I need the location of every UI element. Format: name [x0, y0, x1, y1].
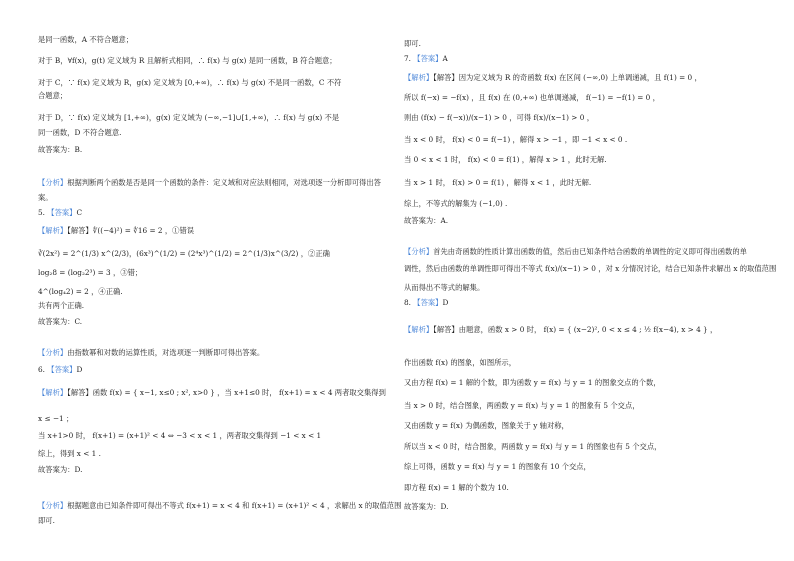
line-text: 合题意； — [38, 91, 68, 100]
line-text: 对于 C，∵ f(x) 定义域为 R，g(x) 定义域为 [0,+∞)，∴ f(x) 与 g(x) 不是同一函数，C 不符 — [38, 78, 342, 87]
line-text: 对于 B，∀f(x)，g(t) 定义域为 R 且解析式相同，∴ f(x) 与 g(x) 是同一函数，B 符合题意； — [38, 56, 337, 65]
line-text: ∛(2x²) = 2^(1/3) x^(2/3)，(6x³)^(1/2) = (2⁴x³)^(1/2) = 2^(1/3)x^(3/2) ，②正确 — [38, 249, 330, 258]
left-text-line — [38, 516, 55, 525]
right-text-line — [404, 39, 421, 48]
right-text-line — [404, 298, 448, 307]
section-tag: 【答案】 — [413, 54, 443, 63]
left-text-line — [38, 145, 82, 154]
right-text-line — [404, 442, 661, 451]
line-text: 共有两个正确. — [38, 301, 85, 310]
line-text: 故答案为：D. — [38, 465, 83, 474]
right-text-line — [404, 178, 591, 187]
line-text: 又由函数 y = f(x) 为偶函数，图象关于 y 轴对称， — [404, 421, 569, 430]
left-text-line — [38, 226, 194, 235]
line-text: D — [442, 298, 449, 307]
right-text-line — [404, 113, 594, 122]
line-text: 故答案为：A. — [404, 216, 449, 225]
left-text-line — [38, 249, 330, 258]
section-tag: 【分析】 — [38, 178, 68, 187]
line-text: 综上，不等式的解集为 (−1,0) . — [404, 199, 508, 208]
line-text: 首先由奇函数的性质计算出函数的值，然后由已知条件结合函数的单调性的定义即可得出函数的单 — [433, 247, 747, 256]
line-text: 是同一函数，A 不符合题意； — [38, 35, 134, 44]
left-text-line — [38, 414, 73, 423]
line-text: 根据判断两个函数是否是同一个函数的条件：定义域和对应法则相同，对选项逐一分析即可得出答 — [67, 178, 381, 187]
left-text-line — [38, 348, 264, 357]
line-text: 当 x+1>0 时， f(x+1) = (x+1)² < 4 ⇔ −3 < x < 1 ，两者取交集得到 −1 < x < 1 — [38, 431, 322, 440]
right-text-line — [404, 502, 448, 511]
line-text: 从而得出不等式的解集。 — [404, 283, 485, 292]
line-text: 同一函数，D 不符合题意. — [38, 128, 122, 137]
line-text: 综上可得，函数 y = f(x) 与 y = 1 的图象有 10 个交点， — [404, 462, 591, 471]
left-text-line — [38, 193, 53, 202]
left-text-line — [38, 449, 101, 458]
right-text-line — [404, 378, 661, 387]
line-text: 【解答】由题意，函数 x > 0 时， f(x) = { (x−2)², 0 < x ≤ 4 ; ½ f(x−4), x > 4 } ， — [433, 325, 718, 334]
section-tag: 【分析】 — [38, 501, 68, 510]
line-text: 故答案为：C. — [38, 317, 83, 326]
left-text-line — [38, 287, 123, 296]
line-text: 即可. — [404, 39, 421, 48]
line-text: 根据题意由已知条件即可得出不等式 f(x+1) = x < 4 和 f(x+1) = (x+1)² < 4 ，求解出 x 的取值范围 — [67, 501, 402, 510]
right-text-line — [404, 199, 507, 208]
section-tag: 【分析】 — [38, 348, 68, 357]
left-text-line — [38, 317, 82, 326]
right-text-line — [404, 283, 484, 292]
left-text-line — [38, 208, 82, 217]
section-tag: 【分析】 — [404, 247, 434, 256]
right-text-line — [404, 54, 448, 63]
line-text: 即可. — [38, 516, 55, 525]
line-text: 当 0 < x < 1 时， f(x) < 0 = f(1) ，解得 x > 1 ，此时无解. — [404, 155, 607, 164]
line-text: 作出函数 f(x) 的图象，如图所示， — [404, 358, 517, 367]
left-text-line — [38, 78, 341, 87]
left-text-line — [38, 113, 339, 122]
right-text-line — [404, 264, 776, 273]
line-text: 由指数幂和对数的运算性质，对选项逐一判断即可得出答案。 — [67, 348, 265, 357]
section-tag: 【答案】 — [47, 208, 77, 217]
right-text-line — [404, 462, 591, 471]
right-text-line — [404, 135, 627, 144]
section-tag: 【答案】 — [413, 298, 443, 307]
line-text: x ≤ −1 ； — [38, 414, 74, 423]
line-text: C — [76, 208, 83, 217]
line-text: 所以当 x < 0 时，结合图象，两函数 y = f(x) 与 y = 1 的图象也有 5 个交点， — [404, 442, 662, 451]
right-text-line — [404, 421, 569, 430]
line-text: log₂8 = (log₂2³) = 3 ，③错； — [38, 268, 143, 277]
section-tag: 【解析】 — [404, 325, 434, 334]
left-text-line — [38, 501, 401, 510]
right-text-line — [404, 216, 448, 225]
left-text-line — [38, 35, 133, 44]
right-text-line — [404, 401, 640, 410]
left-text-line — [38, 128, 121, 137]
line-text: 案。 — [38, 193, 53, 202]
line-text: 又由方程 f(x) = 1 解的个数，即为函数 y = f(x) 与 y = 1 的图象交点的个数， — [404, 378, 661, 387]
line-text: 综上，得到 x < 1 . — [38, 449, 101, 458]
section-tag: 【解析】 — [404, 73, 434, 82]
section-tag: 【解析】 — [38, 388, 68, 397]
line-text: D — [76, 365, 83, 374]
line-text: 故答案为：B. — [38, 145, 83, 154]
left-text-line — [38, 178, 381, 187]
line-text: 4^(log₄2) = 2 ，④正确. — [38, 287, 123, 296]
right-text-line — [404, 325, 717, 334]
section-tag: 【解析】 — [38, 226, 68, 235]
line-text: 【解答】因为定义域为 R 的奇函数 f(x) 在区间 (−∞,0) 上单调递减，且 f(1) = 0 ， — [433, 73, 702, 82]
right-text-line — [404, 73, 702, 82]
left-text-line — [38, 91, 67, 100]
section-tag: 【答案】 — [47, 365, 77, 374]
line-text: 则由 (f(x) − f(−x))/(x−1) > 0 ，可得 f(x)/(x−1) > 0 ， — [404, 113, 594, 122]
right-text-line — [404, 93, 660, 102]
line-text: 当 x > 0 时，结合图象，两函数 y = f(x) 与 y = 1 的图象有 5 个交点， — [404, 401, 640, 410]
line-text: A — [442, 54, 448, 63]
right-text-line — [404, 155, 607, 164]
line-text: 【解答】∜((−4)²) = ∜16 = 2 ，①错误 — [67, 226, 195, 235]
line-text: 故答案为：D. — [404, 502, 449, 511]
question-number: 7. — [404, 54, 414, 63]
left-text-line — [38, 268, 142, 277]
left-text-line — [38, 56, 337, 65]
right-text-line — [404, 358, 516, 367]
line-text: 调性，然后由函数的单调性即可得出不等式 f(x)/(x−1) > 0 ，对 x 分情况讨论，结合已知条件求解出 x 的取值范围 — [404, 264, 777, 273]
question-number: 6. — [38, 365, 48, 374]
left-text-line — [38, 431, 321, 440]
line-text: 当 x < 0 时， f(x) < 0 = f(−1) ，解得 x > −1 ，即 −1 < x < 0 . — [404, 135, 628, 144]
line-text: 即方程 f(x) = 1 解的个数为 10. — [404, 483, 509, 492]
line-text: 当 x > 1 时， f(x) > 0 = f(1) ，解得 x < 1 ，此时无解. — [404, 178, 592, 187]
left-text-line — [38, 465, 82, 474]
left-text-line — [38, 388, 386, 397]
line-text: 所以 f(−x) = −f(x) ，且 f(x) 在 (0,+∞) 也单调递减， f(−1) = −f(1) = 0 ， — [404, 93, 660, 102]
question-number: 5. — [38, 208, 48, 217]
line-text: 对于 D，∵ f(x) 定义域为 [1,+∞)，g(x) 定义域为 (−∞,−1]∪[1,+∞)，∴ f(x) 与 g(x) 不是 — [38, 113, 340, 122]
right-text-line — [404, 247, 747, 256]
left-text-line — [38, 301, 84, 310]
question-number: 8. — [404, 298, 414, 307]
left-text-line — [38, 365, 82, 374]
line-text: 【解答】函数 f(x) = { x−1, x≤0 ; x², x>0 } ，当 x+1≤0 时， f(x+1) = x < 4 两者取交集得到 — [67, 388, 386, 397]
right-text-line — [404, 483, 509, 492]
